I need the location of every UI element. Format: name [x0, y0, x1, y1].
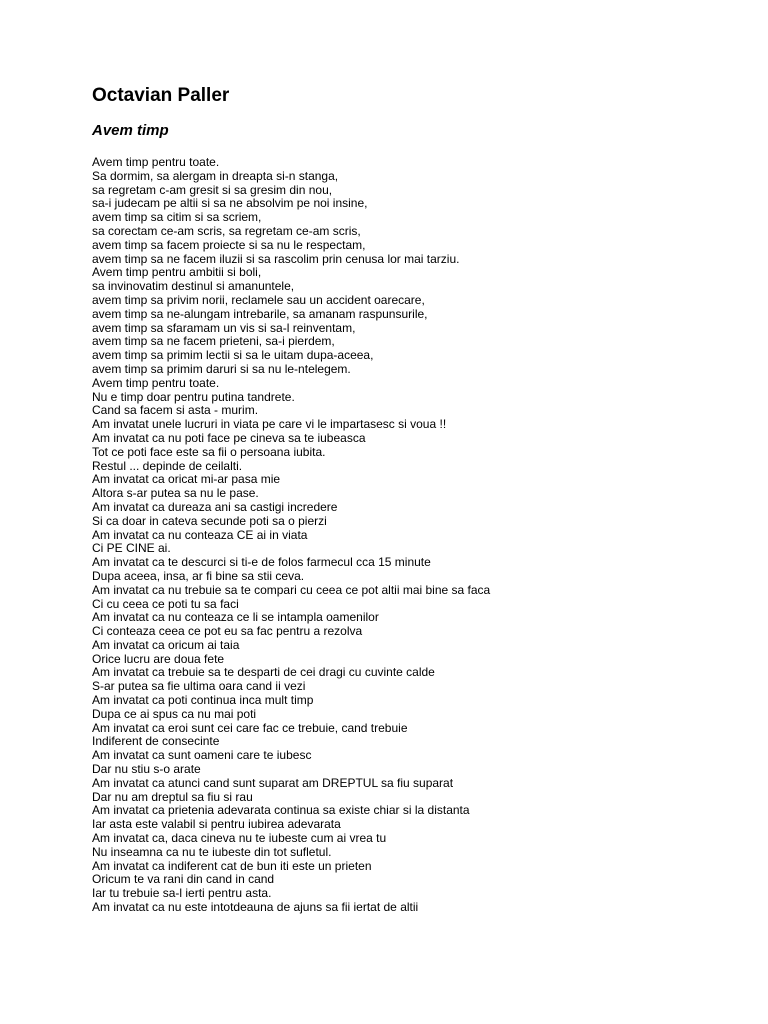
poem-line: avem timp sa sfaramam un vis si sa-l reinventam, [92, 320, 356, 335]
poem-line: Oricum te va rani din cand in cand [92, 872, 275, 887]
poem-line: avem timp sa ne facem prieteni, sa-i pierdem, [92, 334, 335, 349]
poem-line: Iar asta este valabil si pentru iubirea adevarata [92, 817, 341, 832]
poem-line: Dar nu am dreptul sa fiu si rau [92, 789, 253, 804]
poem-line: Am invatat ca nu conteaza CE ai in viata [92, 527, 308, 542]
poem-line: sa invinovatim destinul si amanuntele, [92, 279, 295, 294]
poem-title: Avem timp [92, 122, 169, 139]
poem-line: Avem timp pentru toate. [92, 375, 220, 390]
poem-line: avem timp sa primim lectii si sa le uitam dupa-aceea, [92, 348, 374, 363]
poem-line: Am invatat ca sunt oameni care te iubesc [92, 748, 312, 763]
poem-line: Sa dormim, sa alergam in dreapta si-n stanga, [92, 168, 339, 183]
poem-line: S-ar putea sa fie ultima oara cand ii vezi [92, 679, 306, 694]
poem-line: Am invatat ca nu este intotdeauna de ajuns sa fii iertat de altii [92, 900, 419, 915]
poem-line: Am invatat ca nu conteaza ce li se intampla oamenilor [92, 610, 379, 625]
poem-line: Orice lucru are doua fete [92, 651, 225, 666]
poem-line: avem timp sa ne-alungam intrebarile, sa amanam raspunsurile, [92, 306, 428, 321]
poem-line: avem timp sa citim si sa scriem, [92, 210, 262, 225]
poem-line: Avem timp pentru toate. [92, 155, 220, 169]
poem-line: Am invatat ca nu trebuie sa te compari cu ceea ce pot altii mai bine sa faca [92, 582, 491, 597]
poem-line: Am invatat unele lucruri in viata pe care vi le impartasesc si voua !! [92, 417, 447, 432]
poem-line: Am invatat ca nu poti face pe cineva sa te iubeasca [92, 430, 366, 445]
poem-line: Restul ... depinde de ceilalti. [92, 458, 243, 473]
poem-line: sa regretam c-am gresit si sa gresim din nou, [92, 182, 333, 197]
poem-line: Ci cu ceea ce poti tu sa faci [92, 596, 239, 611]
poem-line: Am invatat ca dureaza ani sa castigi incredere [92, 499, 338, 514]
poem-line: Am invatat ca indiferent cat de bun iti este un prieten [92, 858, 372, 873]
poem-line: avem timp sa primim daruri si sa nu le-ntelegem. [92, 361, 351, 376]
poem-line: Am invatat ca oricat mi-ar pasa mie [92, 472, 281, 487]
poem-line: Ci PE CINE ai. [92, 541, 171, 556]
poem-line: sa-i judecam pe altii si sa ne absolvim pe noi insine, [92, 196, 368, 211]
poem-line: Am invatat ca oricum ai taia [92, 637, 240, 652]
poem-line: avem timp sa privim norii, reclamele sau un accident oarecare, [92, 292, 425, 307]
poem-line: Am invatat ca atunci cand sunt suparat am DREPTUL sa fiu suparat [92, 775, 454, 790]
poem-line: Dupa aceea, insa, ar fi bine sa stii ceva. [92, 568, 305, 583]
poem-line: avem timp sa ne facem iluzii si sa rascolim prin cenusa lor mai tarziu. [92, 251, 460, 266]
poem-line: Iar tu trebuie sa-l ierti pentru asta. [92, 886, 272, 901]
author-heading: Octavian Paller [92, 85, 230, 106]
poem-line: Avem timp pentru ambitii si boli, [92, 265, 262, 280]
poem-line: Cand sa facem si asta - murim. [92, 403, 259, 418]
poem-line: Dar nu stiu s-o arate [92, 762, 201, 777]
poem-line: Am invatat ca poti continua inca mult timp [92, 693, 314, 708]
poem-line: Ci conteaza ceea ce pot eu sa fac pentru a rezolva [92, 624, 363, 639]
poem-line: Am invatat ca prietenia adevarata continua sa existe chiar si la distanta [92, 803, 470, 818]
poem-line: Dupa ce ai spus ca nu mai poti [92, 706, 257, 721]
poem-line: Tot ce poti face este sa fii o persoana iubita. [92, 444, 326, 459]
poem-line: Si ca doar in cateva secunde poti sa o pierzi [92, 513, 327, 528]
poem-line: Indiferent de consecinte [92, 734, 220, 749]
poem-line: Altora s-ar putea sa nu le pase. [92, 486, 259, 501]
poem-line: Am invatat ca trebuie sa te desparti de cei dragi cu cuvinte calde [92, 665, 435, 680]
poem-line: Am invatat ca te descurci si ti-e de folos farmecul cca 15 minute [92, 555, 431, 570]
poem-line: avem timp sa facem proiecte si sa nu le respectam, [92, 237, 366, 252]
poem-line: sa corectam ce-am scris, sa regretam ce-am scris, [92, 223, 361, 238]
poem-line: Am invatat ca, daca cineva nu te iubeste cum ai vrea tu [92, 831, 387, 846]
poem-line: Am invatat ca eroi sunt cei care fac ce trebuie, cand trebuie [92, 720, 408, 735]
poem-body [92, 156, 490, 915]
poem-line: Nu e timp doar pentru putina tandrete. [92, 389, 295, 404]
poem-line: Nu inseamna ca nu te iubeste din tot sufletul. [92, 844, 332, 859]
